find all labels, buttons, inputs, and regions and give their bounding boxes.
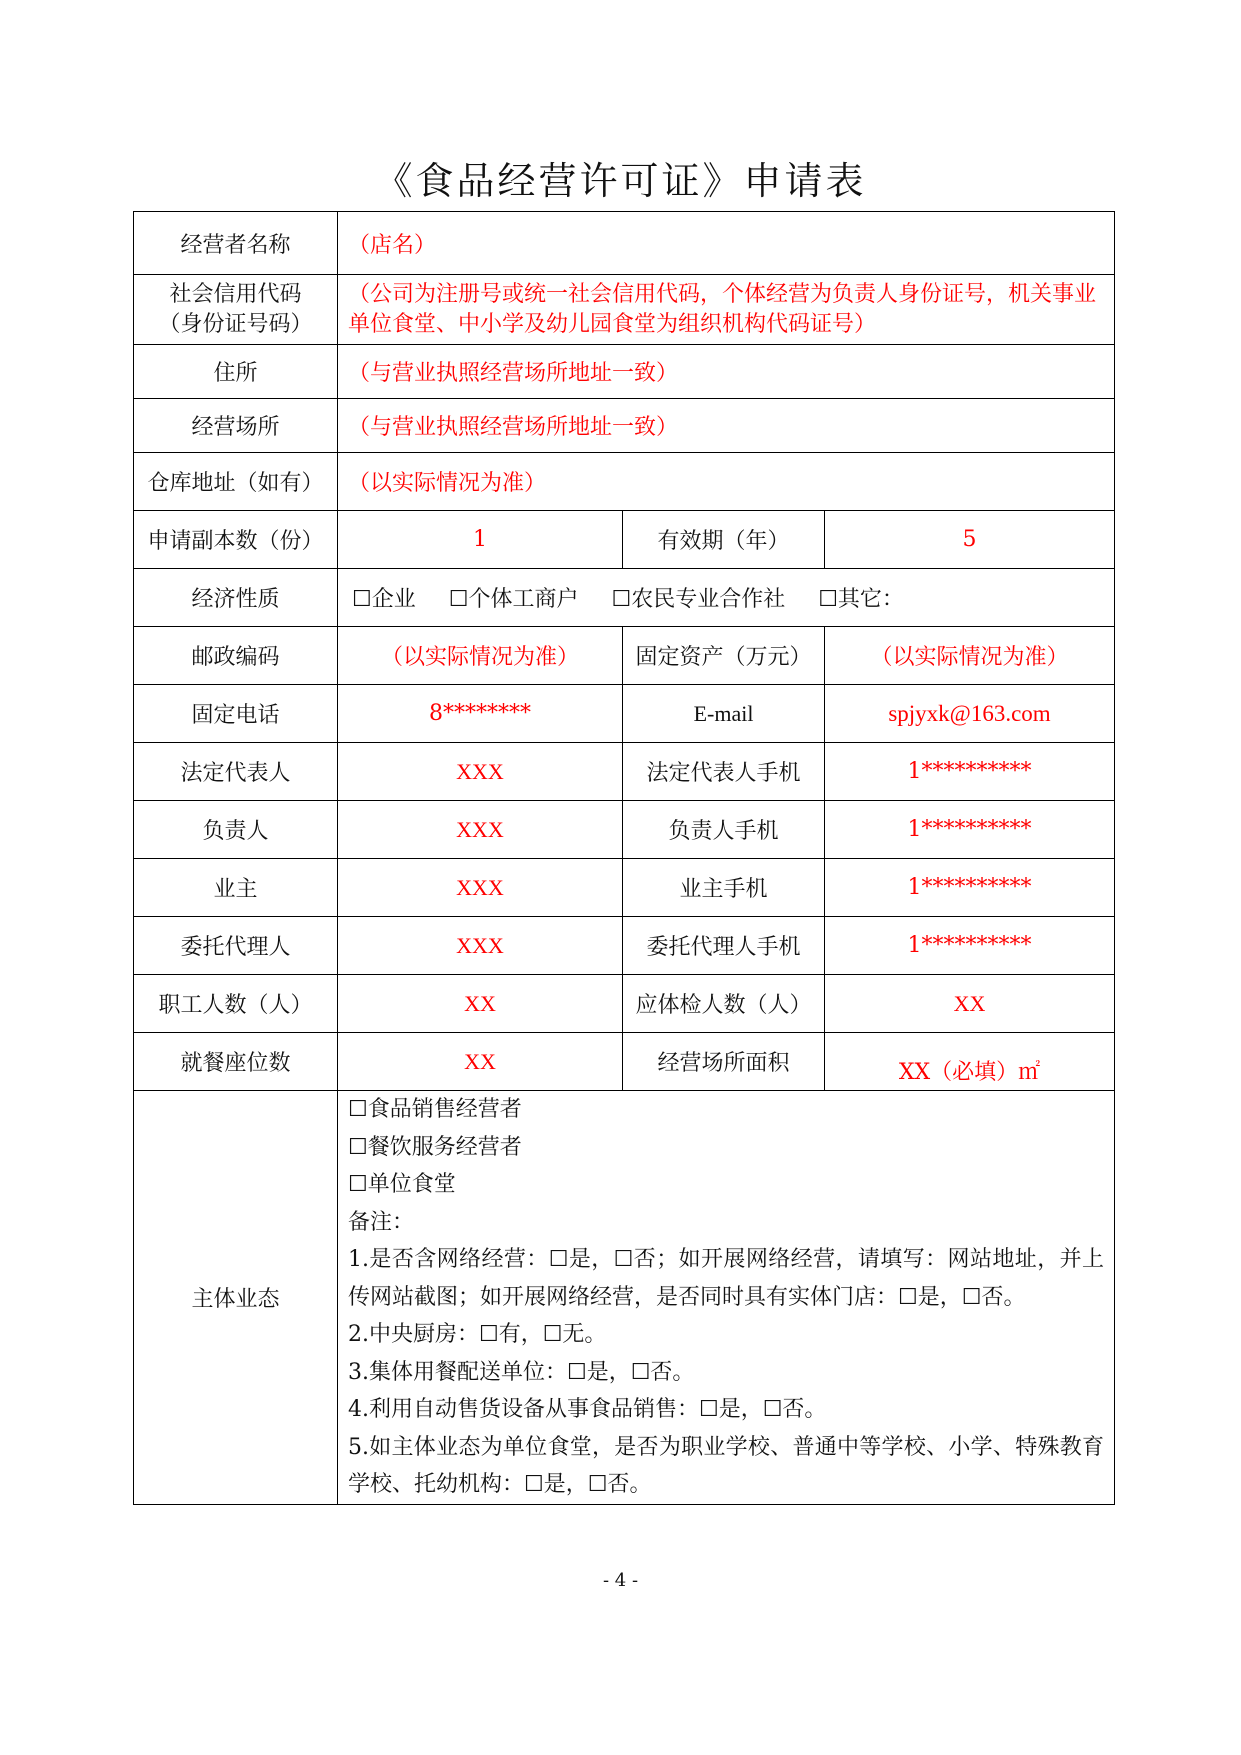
legal-mobile-value[interactable]: 1********** bbox=[825, 743, 1115, 801]
health-check-count-value[interactable]: XX bbox=[825, 975, 1115, 1033]
remark-vending-machine[interactable]: 4.利用自动售货设备从事食品销售：☐是，☐否。 bbox=[348, 1397, 827, 1422]
landline-label: 固定电话 bbox=[134, 685, 338, 743]
credit-code-value[interactable]: （公司为注册号或统一社会信用代码，个体经营为负责人身份证号，机关事业单位食堂、中小学及幼儿园食堂为组织机构代码证号） bbox=[338, 275, 1115, 345]
validity-value[interactable]: 5 bbox=[825, 511, 1115, 569]
operator-name-value[interactable]: （店名） bbox=[338, 212, 1115, 275]
agent-mobile-value[interactable]: 1********** bbox=[825, 917, 1115, 975]
remark-school-canteen[interactable]: 5.如主体业态为单位食堂，是否为职业学校、普通中等学校、小学、特殊教育学校、托幼机构：☐是，☐否。 bbox=[348, 1434, 1105, 1497]
agent-value[interactable]: XXX bbox=[338, 917, 623, 975]
row-legal-representative bbox=[134, 743, 1115, 801]
legal-representative-value[interactable]: XXX bbox=[338, 743, 623, 801]
landline-value[interactable]: 8******** bbox=[338, 685, 623, 743]
address-label: 住所 bbox=[134, 345, 338, 399]
business-type-label: 主体业态 bbox=[134, 1091, 338, 1505]
fixed-assets-value[interactable]: （以实际情况为准） bbox=[825, 627, 1115, 685]
business-type-content bbox=[338, 1091, 1115, 1505]
option-catering-service[interactable]: ☐餐饮服务经营者 bbox=[348, 1134, 522, 1160]
owner-mobile-value[interactable]: 1********** bbox=[825, 859, 1115, 917]
address-value[interactable]: （与营业执照经营场所地址一致） bbox=[338, 345, 1115, 399]
responsible-person-value[interactable]: XXX bbox=[338, 801, 623, 859]
operator-name-label: 经营者名称 bbox=[134, 212, 338, 275]
row-agent bbox=[134, 917, 1115, 975]
option-individual-business[interactable]: ☐个体工商户 bbox=[448, 587, 579, 612]
premises-area-cell bbox=[825, 1033, 1115, 1091]
seats-label: 就餐座位数 bbox=[134, 1033, 338, 1091]
agent-label: 委托代理人 bbox=[134, 917, 338, 975]
page-number: - 4 - bbox=[602, 1570, 639, 1591]
credit-code-label bbox=[134, 275, 338, 345]
row-copies bbox=[134, 511, 1115, 569]
responsible-mobile-value[interactable]: 1********** bbox=[825, 801, 1115, 859]
copies-value[interactable]: 1 bbox=[338, 511, 623, 569]
seats-value[interactable]: XX bbox=[338, 1033, 623, 1091]
email-label: E-mail bbox=[623, 685, 825, 743]
row-responsible-person bbox=[134, 801, 1115, 859]
row-address bbox=[134, 345, 1115, 399]
page-title: 《食品经营许可证》申请表 bbox=[374, 159, 867, 203]
row-economic-nature bbox=[134, 569, 1115, 627]
premises-area-label: 经营场所面积 bbox=[623, 1033, 825, 1091]
responsible-person-label: 负责人 bbox=[134, 801, 338, 859]
health-check-count-label: 应体检人数（人） bbox=[623, 975, 825, 1033]
option-food-sales[interactable]: ☐食品销售经营者 bbox=[348, 1097, 522, 1122]
staff-count-label: 职工人数（人） bbox=[134, 975, 338, 1033]
copies-label: 申请副本数（份） bbox=[134, 511, 338, 569]
row-postcode bbox=[134, 627, 1115, 685]
owner-value[interactable]: XXX bbox=[338, 859, 623, 917]
row-operator-name bbox=[134, 212, 1115, 275]
validity-label: 有效期（年） bbox=[623, 511, 825, 569]
email-value[interactable]: spjyxk@163.com bbox=[825, 685, 1115, 743]
staff-count-value[interactable]: XX bbox=[338, 975, 623, 1033]
row-business-type bbox=[134, 1091, 1115, 1505]
row-phone bbox=[134, 685, 1115, 743]
remark-central-kitchen[interactable]: 2.中央厨房：☐有，☐无。 bbox=[348, 1322, 607, 1347]
responsible-mobile-label: 负责人手机 bbox=[623, 801, 825, 859]
row-warehouse bbox=[134, 453, 1115, 511]
warehouse-label: 仓库地址（如有） bbox=[134, 453, 338, 511]
credit-code-label-line2: （身份证号码） bbox=[158, 311, 313, 337]
premises-value[interactable]: （与营业执照经营场所地址一致） bbox=[338, 399, 1115, 453]
option-unit-canteen[interactable]: ☐单位食堂 bbox=[348, 1172, 456, 1197]
application-form-table bbox=[133, 211, 1115, 1505]
owner-label: 业主 bbox=[134, 859, 338, 917]
remarks-heading: 备注： bbox=[348, 1209, 415, 1235]
remark-online-business[interactable]: 1.是否含网络经营：☐是，☐否；如开展网络经营，请填写：网站地址，并上传网站截图；如开展网络经营，是否同时具有实体门店：☐是，☐否。 bbox=[348, 1247, 1105, 1310]
credit-code-label-line1: 社会信用代码 bbox=[169, 281, 302, 307]
option-enterprise[interactable]: ☐企业 bbox=[352, 587, 416, 612]
economic-nature-options bbox=[338, 569, 1115, 627]
postcode-label: 邮政编码 bbox=[134, 627, 338, 685]
postcode-value[interactable]: （以实际情况为准） bbox=[338, 627, 623, 685]
row-owner bbox=[134, 859, 1115, 917]
agent-mobile-label: 委托代理人手机 bbox=[623, 917, 825, 975]
row-credit-code bbox=[134, 275, 1115, 345]
row-premises bbox=[134, 399, 1115, 453]
legal-representative-label: 法定代表人 bbox=[134, 743, 338, 801]
fixed-assets-label: 固定资产（万元） bbox=[623, 627, 825, 685]
row-staff-count bbox=[134, 975, 1115, 1033]
premises-area-value[interactable]: XX（必填）㎡ bbox=[898, 1060, 1041, 1085]
option-farmer-cooperative[interactable]: ☐农民专业合作社 bbox=[611, 587, 786, 612]
warehouse-value[interactable]: （以实际情况为准） bbox=[338, 453, 1115, 511]
option-other[interactable]: ☐其它： bbox=[818, 587, 904, 612]
premises-label: 经营场所 bbox=[134, 399, 338, 453]
remark-group-meal-delivery[interactable]: 3.集体用餐配送单位：☐是，☐否。 bbox=[348, 1359, 695, 1385]
owner-mobile-label: 业主手机 bbox=[623, 859, 825, 917]
row-seats bbox=[134, 1033, 1115, 1091]
legal-mobile-label: 法定代表人手机 bbox=[623, 743, 825, 801]
economic-nature-label: 经济性质 bbox=[134, 569, 338, 627]
